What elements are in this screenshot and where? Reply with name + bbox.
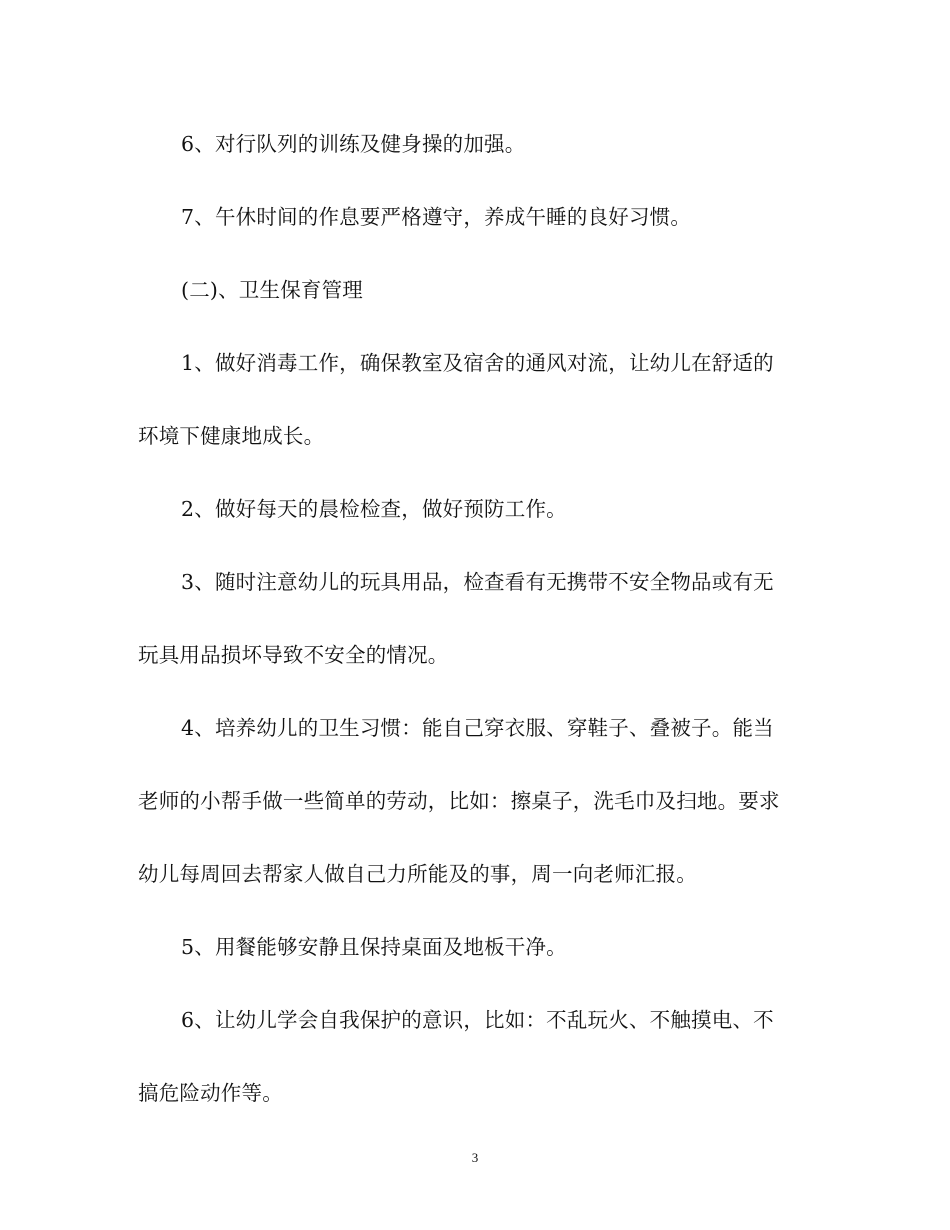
paragraph-line: 环境下健康地成长。 [138, 424, 325, 448]
page-number: 3 [471, 1150, 479, 1165]
paragraph-line: 幼儿每周回去帮家人做自己力所能及的事，周一向老师汇报。 [138, 862, 697, 886]
paragraph-line: 5、用餐能够安静且保持桌面及地板干净。 [181, 935, 567, 959]
paragraph-line: 6、对行队列的训练及健身操的加强。 [181, 132, 526, 156]
paragraph-line: 7、午休时间的作息要严格遵守，养成午睡的良好习惯。 [181, 205, 692, 229]
paragraph-line: 1、做好消毒工作，确保教室及宿舍的通风对流，让幼儿在舒适的 [181, 351, 774, 375]
paragraph-line: 玩具用品损坏导致不安全的情况。 [138, 643, 449, 667]
paragraph-line: 6、让幼儿学会自我保护的意识，比如：不乱玩火、不触摸电、不 [181, 1008, 774, 1032]
paragraph-line: 4、培养幼儿的卫生习惯：能自己穿衣服、穿鞋子、叠被子。能当 [181, 716, 774, 740]
section-heading: (二)、卫生保育管理 [181, 278, 363, 302]
paragraph-line: 3、随时注意幼儿的玩具用品，检查看有无携带不安全物品或有无 [181, 570, 774, 594]
paragraph-line: 搞危险动作等。 [138, 1081, 283, 1105]
paragraph-line: 老师的小帮手做一些简单的劳动，比如：擦桌子，洗毛巾及扫地。要求 [138, 789, 780, 813]
paragraph-line: 2、做好每天的晨检检查，做好预防工作。 [181, 497, 567, 521]
